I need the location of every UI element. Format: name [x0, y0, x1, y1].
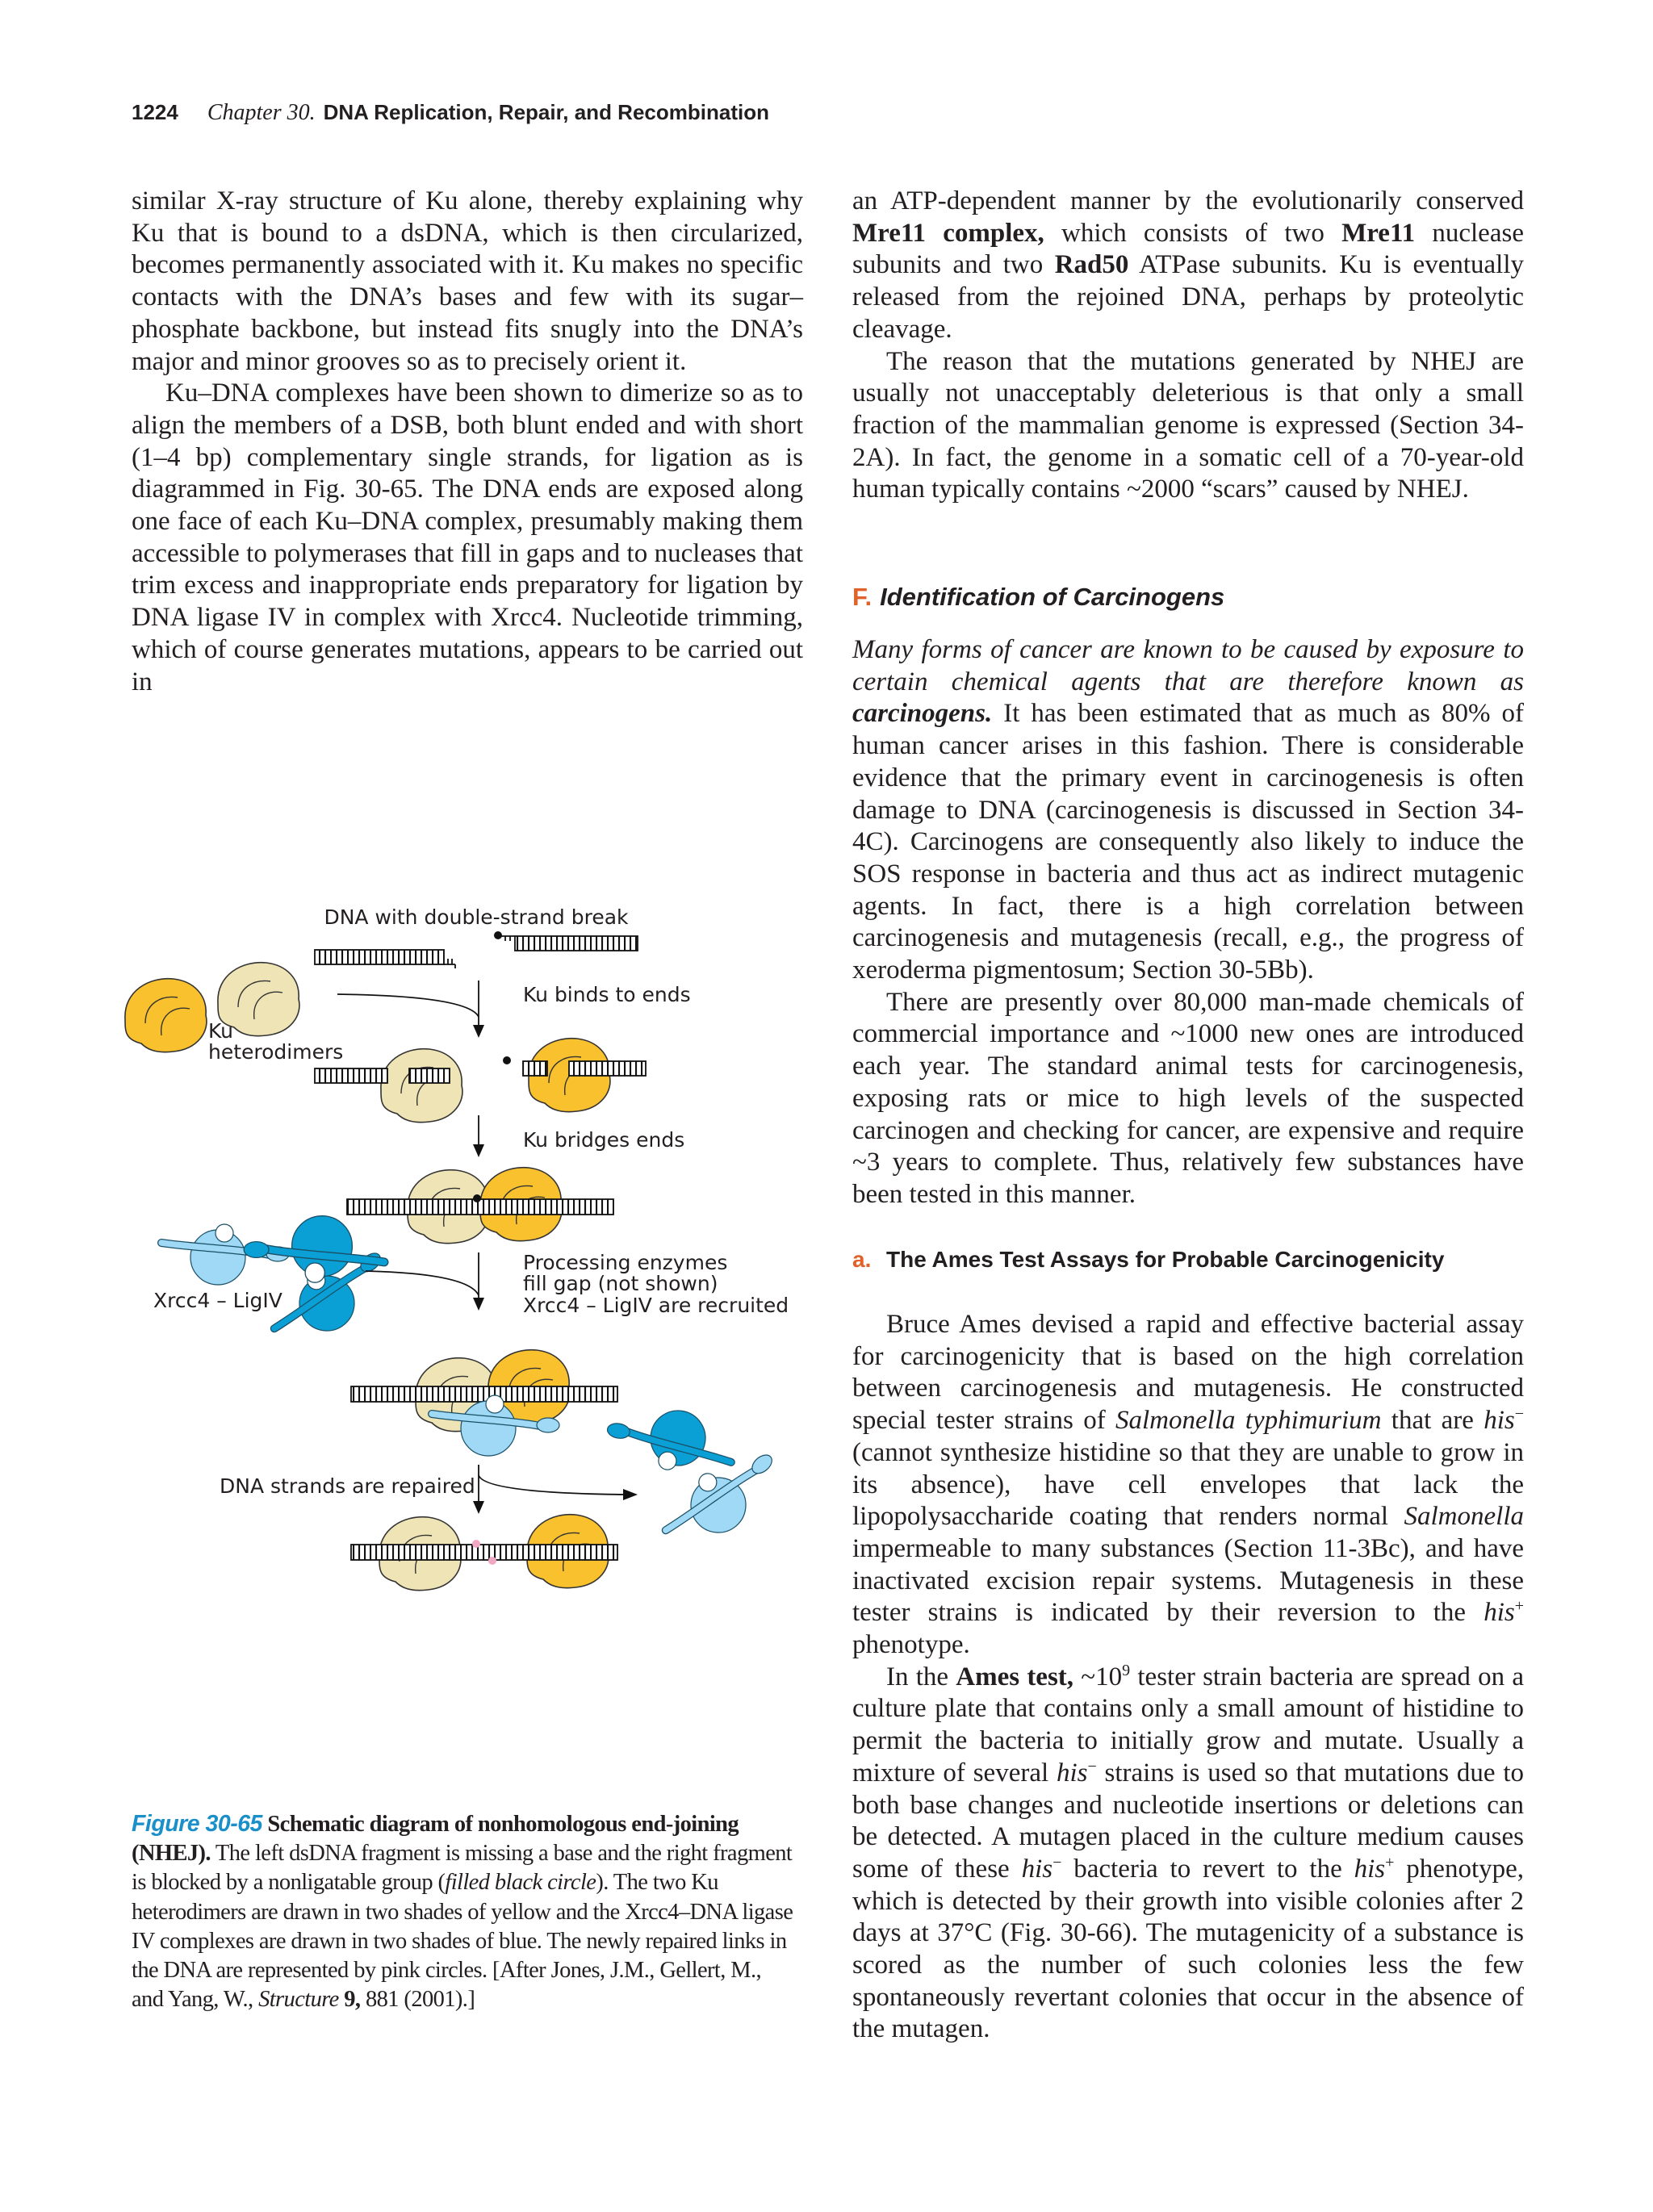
text-run: + [1385, 1853, 1395, 1871]
text-run: phenotype. [852, 1630, 970, 1660]
dna-right-end-bound [523, 1061, 547, 1076]
paragraph [132, 186, 803, 378]
text-run: Structure [258, 1987, 339, 2013]
text-run: filled black circle [445, 1870, 596, 1896]
arrow-step2 [473, 1115, 484, 1157]
text-run: (cannot synthesize histidine so that they are unable to grow in its absence), have cell envelopes that lack the lipopolysaccharide coating that renders normal [852, 1437, 1524, 1532]
nhej-figure [121, 896, 807, 1783]
label-dsb: DNA with double-strand break [324, 905, 629, 929]
dna-bridged [347, 1199, 613, 1215]
text-run: + [1514, 1597, 1524, 1616]
figure-label: Figure 30-65 [132, 1811, 262, 1837]
label-step3-line2: fill gap (not shown) [523, 1272, 718, 1295]
blocking-group-dot [473, 1194, 481, 1202]
figure-caption [132, 1809, 793, 2014]
label-step2: Ku bridges ends [523, 1128, 685, 1152]
text-run: that are [1381, 1406, 1484, 1436]
paragraph [852, 987, 1524, 1211]
text-run: The left dsDNA fragment is missing a base and the right fragment is blocked by a nonligatable group ( [132, 1841, 793, 1896]
paragraph [132, 378, 803, 698]
dna-right-fragment [494, 931, 638, 951]
text-run: There are presently over 80,000 man-made chemicals of commercial importance and ~1000 new ones are introduced each year. The standard animal tests for carcinogenesis, exposing rats or mice to high levels of the suspected carcinogen and checking for cancer, are expensive and require ~3 years to complete. Thus, relatively few substances have been tested in this manner. [852, 987, 1524, 1209]
subsection-letter: a. [852, 1247, 872, 1272]
dna-left-fragment [315, 950, 455, 968]
subsection-title: The Ames Test Assays for Probable Carcinogenicity [886, 1247, 1445, 1272]
text-run: ~10 [1073, 1662, 1123, 1691]
section-heading [852, 583, 1224, 612]
text-run: bacteria to revert to the [1061, 1854, 1354, 1884]
chapter-title: DNA Replication, Repair, and Recombination [323, 100, 769, 124]
text-run: 9, [338, 1987, 361, 2013]
paragraph [852, 1662, 1524, 2046]
blocking-group-dot [503, 1056, 511, 1064]
paragraph [852, 346, 1524, 507]
text-run: which consists of two [1044, 218, 1342, 248]
text-run: his [1354, 1854, 1386, 1884]
paragraph [852, 1309, 1524, 1662]
text-run: Schematic diagram of nonhomologous end-joining (NHEJ). [132, 1812, 739, 1867]
dna-right-fragment-bound [569, 1061, 646, 1076]
text-run: impermeable to many substances (Section 11-3Bc), and have inactivated excision repair systems. Mutagenesis in these tester strains is indicated by their reversion to the [852, 1533, 1524, 1628]
text-run: his [1484, 1598, 1515, 1628]
dna-left-end-bound [409, 1068, 450, 1083]
text-run: his [1056, 1758, 1088, 1788]
text-run: − [1087, 1757, 1097, 1775]
text-run: Rad50 [1054, 250, 1129, 280]
label-step4: DNA strands are repaired [220, 1474, 475, 1498]
arrow-step1 [337, 981, 484, 1038]
text-run: Ku–DNA complexes have been shown to dimerize so as to align the members of a DSB, both blunt ended and with short (1–4 bp) complementary single strands, for ligation as is diagrammed in Fig. 30-65. The DNA ends are exposed along one face of each Ku–DNA complex, presumably making them accessible to polymerases that fill in gaps and to nucleases that trim excess and inappropriate ends preparatory for ligation by DNA ligase IV in complex with Xrcc4. Nucleotide trimming, which of course generates mutations, appears to be carried out in [132, 378, 803, 696]
text-run: his [1484, 1406, 1515, 1436]
label-step3-line1: Processing enzymes [523, 1251, 728, 1274]
repaired-link-dot [472, 1540, 480, 1548]
text-run: Ames test, [956, 1662, 1074, 1691]
text-run: Bruce Ames devised a rapid and effective bacterial assay for carcinogenicity that is based on the high correlation between carcinogenesis and mutagenesis. He constructed special tester strains of [852, 1310, 1524, 1436]
label-step1: Ku binds to ends [523, 983, 691, 1006]
label-xrcc4: Xrcc4 – LigIV [153, 1289, 282, 1312]
blocking-group-dot [494, 931, 502, 939]
text-run: Mre11 complex, [852, 218, 1044, 248]
left-column [132, 186, 803, 698]
paragraph [852, 634, 1524, 987]
text-run: − [1514, 1405, 1524, 1424]
text-run: Many forms of cancer are known to be caused by exposure to certain chemical agents that are therefore known as [852, 635, 1524, 696]
text-run: 881 (2001).] [360, 1987, 475, 2013]
ku-dark-free [125, 979, 207, 1052]
text-run: Salmonella [1404, 1502, 1524, 1532]
text-run: carcinogens. [852, 699, 993, 729]
text-run: phenotype, which is detected by their growth into visible colonies after 2 days at 37°C (Fig. 30-66). The mutagenicity of a substance is scored as the number of such colonies less the few spontaneously revertant colonies that occur in the absence of the mutagen. [852, 1854, 1525, 2044]
dna-complex [351, 1386, 617, 1402]
text-run: In the [886, 1662, 956, 1691]
label-step3-line3: Xrcc4 – LigIV are recruited [523, 1294, 789, 1317]
right-column-middle [852, 634, 1524, 1211]
ku-light-bound [381, 1049, 462, 1123]
text-run: his [1021, 1854, 1053, 1884]
text-run: Mre11 [1341, 218, 1416, 248]
running-header [132, 100, 769, 126]
dna-left-fragment-bound [315, 1068, 387, 1083]
text-run: tester strain bacteria are spread on a culture plate that contains only a small amount of histidine to permit the bacteria to initially grow and mutate. Usually a mixture of several [852, 1662, 1525, 1788]
text-run: It has been estimated that as much as 80% of human cancer arises in this fashion. There is considerable evidence that the primary event in carcinogenesis is often damage to DNA (carcinogenesis is discussed in Section 34-4C). Carcinogens are consequently also likely to induce the SOS response in bacteria and thus act as indirect mutagenic agents. In fact, there is a high correlation between carcinogenesis and mutagenesis (recall, e.g., the progress of xeroderma pigmentosum; Section 30-5Bb). [852, 699, 1524, 985]
text-run: ). The two Ku heterodimers are drawn in two shades of yellow and the Xrcc4–DNA ligase IV complexes are drawn in two shades of blue. The newly repaired links in the DNA are represented by pink circles. [After Jones, J.M., Gellert, M., and Yang, W., [132, 1870, 793, 2013]
text-run: 9 [1122, 1661, 1131, 1679]
text-run: strains is used so that mutations due to both base changes and nucleotide insertions or deletions can be detected. A mutagen placed in the culture medium causes some of these [852, 1758, 1524, 1884]
right-column-top [852, 186, 1524, 506]
dna-repaired [351, 1545, 617, 1560]
right-column-bottom [852, 1309, 1524, 2046]
xrcc4-ligiv-dark-released [602, 1399, 739, 1480]
text-run: an ATP-dependent manner by the evolutionarily conserved [852, 186, 1524, 215]
arrow-step4 [473, 1465, 638, 1514]
label-heterodimers: heterodimers [208, 1040, 344, 1064]
text-run: similar X-ray structure of Ku alone, thereby explaining why Ku that is bound to a dsDNA, which is then circularized, becomes permanently associated with it. Ku makes no specific contacts with the DNA’s bases and few with its sugar–phosphate backbone, but instead fits snugly into the DNA’s major and minor grooves so as to precisely orient it. [132, 186, 803, 376]
text-run: The reason that the mutations generated by NHEJ are usually not unacceptably deleterious is that only a small fraction of the mammalian genome is expressed (Section 34-2A). In fact, the genome in a somatic cell of a 70-year-old human typically contains ~2000 “scars” caused by NHEJ. [852, 346, 1524, 504]
text-run: Salmonella typhimurium [1115, 1406, 1382, 1436]
repaired-link-dot [488, 1557, 496, 1565]
text-run: ATPase subunits. Ku is eventually released from the rejoined DNA, perhaps by proteolytic cleavage. [852, 250, 1524, 344]
xrcc4-ligiv-light-free [161, 1224, 289, 1285]
subsection-heading [852, 1244, 1500, 1276]
chapter-label: Chapter 30. [207, 100, 316, 125]
text-run: nuclease subunits and two [852, 218, 1524, 280]
label-ku: Ku [208, 1019, 233, 1043]
paragraph [852, 186, 1524, 346]
text-run: − [1052, 1853, 1062, 1871]
section-letter: F. [852, 583, 873, 611]
page-number: 1224 [132, 100, 178, 124]
section-title: Identification of Carcinogens [880, 583, 1225, 611]
